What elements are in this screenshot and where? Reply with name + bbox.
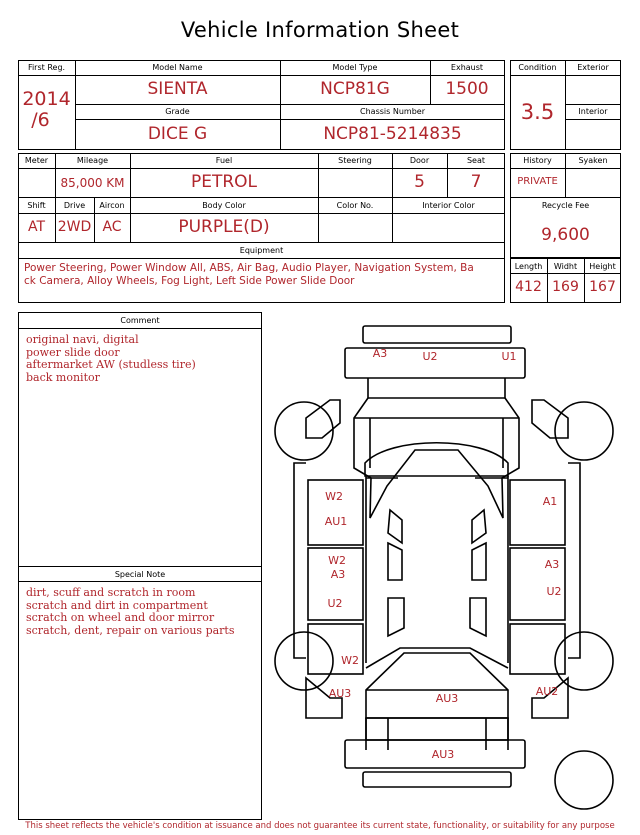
mark-left-front-door-2: AU1	[324, 515, 348, 528]
model-name-value: SIENTA	[147, 79, 208, 99]
mark-left-rear-quarter: W2	[341, 654, 359, 667]
height-value: 167	[589, 279, 616, 295]
mileage-value: 85,000 KM	[60, 176, 125, 190]
model-type-value: NCP81G	[320, 79, 390, 99]
grade-value: DICE G	[147, 124, 208, 144]
syaken-label: Syaken	[578, 156, 608, 165]
exhaust-value: 1500	[445, 79, 489, 99]
shift-value: AT	[27, 219, 46, 235]
length-value: 412	[515, 279, 542, 295]
length-label: Length	[514, 262, 543, 271]
interior-color-label: Interior Color	[422, 201, 475, 210]
mark-left-front-door-1: W2	[325, 490, 343, 503]
mark-left-rear-door-3: U2	[327, 597, 343, 610]
recycle-fee-label: Recycle Fee	[541, 201, 590, 210]
exhaust-label: Exhaust	[450, 63, 484, 72]
condition-grade: 3.5	[520, 100, 555, 124]
grade-label: Grade	[165, 107, 190, 116]
exterior-label: Exterior	[577, 63, 609, 72]
sheet-title: Vehicle Information Sheet	[180, 18, 460, 42]
width-value: 169	[552, 279, 579, 295]
left-rear-wheel	[275, 632, 333, 690]
right-front-door	[510, 480, 565, 545]
special-note-label: Special Note	[114, 570, 166, 579]
right-front-wheel	[555, 402, 613, 460]
mark-right-rear-corner: AU2	[535, 685, 559, 698]
door-value: 5	[414, 172, 425, 192]
history-label: History	[523, 156, 552, 165]
seat-value: 7	[470, 172, 482, 192]
equipment-text: Power Steering, Power Window All, ABS, Air Bag, Audio Player, Navigation System, Ba ck Camera, Alloy Wheels, Fog Light, Left Side Power Slide Door	[24, 262, 474, 287]
body-color-value: PURPLE(D)	[178, 217, 270, 237]
history-value: PRIVATE	[517, 176, 558, 187]
chassis-value: NCP81-5214835	[323, 124, 462, 144]
drive-value: 2WD	[57, 219, 92, 235]
mark-right-rear-door-2: U2	[546, 585, 562, 598]
seat-label: Seat	[466, 156, 486, 165]
aircon-label: Aircon	[99, 201, 125, 210]
mark-rear-bumper: AU3	[431, 748, 455, 761]
spare-wheel	[555, 751, 613, 809]
model-type-label: Model Type	[332, 63, 378, 72]
width-label: Widht	[553, 262, 578, 271]
mark-front-bumper-left: A3	[372, 347, 388, 360]
body-color-label: Body Color	[202, 201, 246, 210]
condition-label: Condition	[518, 63, 557, 72]
fuel-label: Fuel	[215, 156, 233, 165]
car-damage-diagram	[270, 318, 620, 818]
mark-left-rear-corner: AU3	[328, 687, 352, 700]
mark-front-bumper-mid: U2	[422, 350, 438, 363]
first-reg-month: /6	[31, 109, 50, 131]
aircon-value: AC	[102, 219, 122, 235]
hood-outline	[354, 398, 519, 518]
color-no-label: Color No.	[336, 201, 374, 210]
mileage-label: Mileage	[76, 156, 109, 165]
windshield	[365, 443, 508, 476]
drive-label: Drive	[63, 201, 86, 210]
special-note-text: dirt, scuff and scratch in room scratch and dirt in compartment scratch on wheel and door mirror scratch, dent, repair on various parts	[26, 586, 235, 637]
mark-right-front-door: A1	[542, 495, 558, 508]
first-reg-year: 2014	[22, 88, 71, 110]
front-grille-strip	[363, 326, 511, 343]
comment-label: Comment	[120, 316, 160, 325]
mark-tailgate: AU3	[435, 692, 459, 705]
comment-text: original navi, digital power slide door aftermarket AW (studless tire) back monitor	[26, 333, 196, 384]
mark-right-rear-door-1: A3	[544, 558, 560, 571]
hood-top	[368, 378, 505, 398]
shift-label: Shift	[27, 201, 46, 210]
steering-label: Steering	[338, 156, 372, 165]
disclaimer-footer: This sheet reflects the vehicle's condition at issuance and does not guarantee its current state, functionality, or suitability for any purpose	[25, 821, 615, 831]
height-label: Height	[589, 262, 616, 271]
door-label: Door	[409, 156, 430, 165]
model-name-label: Model Name	[152, 63, 203, 72]
right-rear-wheel	[555, 632, 613, 690]
first-reg-label: First Reg.	[27, 63, 66, 72]
left-front-wheel	[275, 402, 333, 460]
chassis-label: Chassis Number	[360, 107, 425, 116]
rear-strip	[363, 772, 511, 787]
mark-left-rear-door-1: W2	[328, 554, 346, 567]
mark-front-bumper-right: U1	[501, 350, 517, 363]
fuel-value: PETROL	[190, 172, 258, 192]
recycle-fee-value: 9,600	[541, 225, 590, 245]
meter-label: Meter	[24, 156, 49, 165]
tailgate	[366, 653, 508, 718]
equipment-label: Equipment	[239, 246, 284, 255]
interior-label: Interior	[578, 107, 608, 116]
mark-left-rear-door-2: A3	[330, 568, 346, 581]
